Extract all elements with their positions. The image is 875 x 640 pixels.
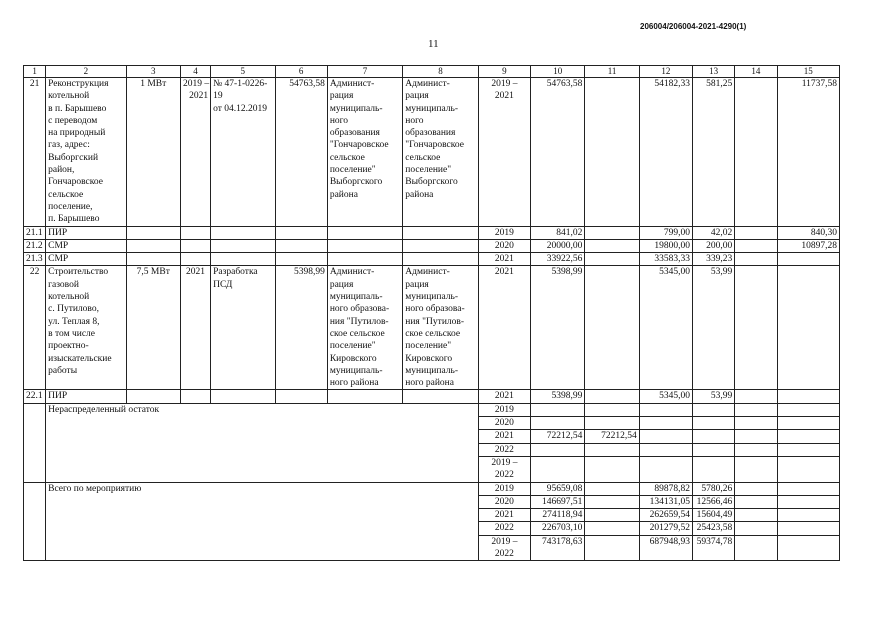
grand-total-year: 2020 [478,495,530,508]
item-period: 2021 [478,266,530,390]
column-number-9: 9 [478,66,530,78]
table-row [24,482,840,495]
item-customer-line: муниципаль- [329,292,383,303]
empty-cell [275,253,327,266]
grand-total-year-line: 2019 – [491,536,518,547]
item-name-line: котельной [48,292,90,303]
subitem-col12: 19800,00 [639,239,692,252]
empty-cell [777,482,840,495]
item-customer-line: Кировского [329,353,377,364]
empty-cell [735,403,777,416]
empty-cell [735,430,777,443]
item-name-line: газ, адрес: [48,140,90,151]
item-power: 7,5 МВт [126,266,180,390]
table-row [24,266,840,390]
empty-cell [585,239,639,252]
empty-cell [735,535,777,561]
item-customer-line: рация [329,91,354,102]
item-col12: 5345,00 [639,266,692,390]
item-name-line: с переводом [48,115,98,126]
unallocated-year-line: 2019 – [491,457,518,468]
grand-total-year [478,535,530,561]
item-executor-line: ного [405,115,424,126]
item-executor-line: Кировского [405,353,453,364]
item-executor-line: района [405,189,434,200]
grand-total-col13: 59374,78 [693,535,735,561]
item-cost: 5398,99 [275,266,327,390]
item-document-line: № 47-1-0226- [213,79,268,89]
item-total: 54763,58 [531,78,585,227]
subitem-total: 33922,56 [531,253,585,266]
subitem-col12: 33583,33 [639,253,692,266]
table-row [24,390,840,403]
unallocated-col11: 72212,54 [585,430,639,443]
grand-total-year: 2022 [478,522,530,535]
empty-cell [693,456,735,482]
grand-total-col13: 5780,26 [693,482,735,495]
column-number-7: 7 [327,66,402,78]
subitem-name: СМР [46,239,126,252]
subitem-total: 5398,99 [531,390,585,403]
unallocated-col11 [585,443,639,456]
empty-cell [126,239,180,252]
column-number-row [24,66,840,78]
item-name-line: Строительство [48,267,109,278]
unallocated-year: 2021 [478,430,530,443]
item-years-line: 2021 [189,91,209,102]
item-name-line: изыскательские [48,353,112,364]
item-col13: 581,25 [693,78,735,227]
column-number-12: 12 [639,66,692,78]
empty-cell [585,535,639,561]
item-executor-line: ного образова- [405,304,465,315]
empty-cell [735,456,777,482]
item-name-line: газовой [48,279,79,290]
column-number-11: 11 [585,66,639,78]
item-customer-line: района [329,189,358,200]
subitem-col15 [777,253,840,266]
grand-total-col12: 134131,05 [639,495,692,508]
item-name-line: работы [48,365,78,376]
item-executor-line: рация [405,279,429,290]
investment-program-table [23,65,840,561]
item-col14 [735,266,777,390]
empty-cell [275,239,327,252]
item-period-line: 2019 – [491,79,518,89]
grand-total-total: 146697,51 [531,495,585,508]
item-years-line: 2019 – [182,79,210,89]
empty-cell [126,226,180,239]
empty-cell [180,253,210,266]
subitem-name: ПИР [46,390,126,403]
column-number-14: 14 [735,66,777,78]
item-executor [403,266,478,390]
empty-cell [777,535,840,561]
subitem-number: 22.1 [24,390,46,403]
item-number: 22 [24,266,46,390]
item-customer-line: образования [329,128,380,139]
grand-total-col13: 15604,49 [693,509,735,522]
item-customer-line: Админист- [329,79,375,89]
item-document-line: от 04.12.2019 [213,103,268,114]
empty-cell [639,443,692,456]
unallocated-col11 [585,456,639,482]
item-customer-line: ния "Путилов- [329,316,389,327]
empty-cell [327,390,402,403]
item-document-line: ПСД [213,279,233,290]
empty-cell [403,253,478,266]
empty-cell [735,443,777,456]
subitem-col15: 10897,28 [777,239,840,252]
empty-cell [735,239,777,252]
subitem-total: 20000,00 [531,239,585,252]
item-total: 5398,99 [531,266,585,390]
grand-total-total: 743178,63 [531,535,585,561]
item-col15 [777,266,840,390]
item-executor [403,78,478,227]
item-executor-line: ское сельское [405,328,461,339]
item-customer-line: сельское [329,152,365,163]
empty-cell [735,417,777,430]
empty-cell [403,226,478,239]
empty-cell [735,253,777,266]
empty-cell [585,495,639,508]
item-name-line: Гончаровское [48,177,103,188]
subitem-year: 2021 [478,253,530,266]
subitem-name: СМР [46,253,126,266]
column-number-15: 15 [777,66,840,78]
subitem-year: 2019 [478,226,530,239]
item-name-line: ул. Теплая 8, [48,316,100,327]
empty-cell [735,509,777,522]
grand-total-col12: 201279,52 [639,522,692,535]
item-executor-line: поселение" [405,165,452,176]
column-number-2: 2 [46,66,126,78]
empty-cell [585,482,639,495]
item-name-line: проектно- [48,341,89,352]
empty-cell [639,430,692,443]
empty-cell [639,417,692,430]
grand-total-year: 2021 [478,509,530,522]
empty-cell [693,443,735,456]
empty-cell [327,226,402,239]
item-executor-line: поселение" [405,341,452,352]
item-executor-line: муниципаль- [405,365,458,376]
item-customer-line: ного [329,115,349,126]
item-col13: 53,99 [693,266,735,390]
item-executor-line: ния "Путилов- [405,316,465,327]
column-number-4: 4 [180,66,210,78]
item-executor-line: Админист- [405,79,450,89]
empty-cell [693,403,735,416]
empty-cell [180,239,210,252]
grand-total-col13: 12566,46 [693,495,735,508]
empty-cell [777,390,840,403]
empty-cell [585,253,639,266]
spacer-cell [24,403,46,482]
item-name-line: в том числе [48,328,96,339]
item-col11 [585,266,639,390]
subitem-col15: 840,30 [777,226,840,239]
column-number-3: 3 [126,66,180,78]
empty-cell [180,226,210,239]
column-number-6: 6 [275,66,327,78]
empty-cell [735,495,777,508]
unallocated-col11 [585,417,639,430]
item-name [46,266,126,390]
item-col12: 54182,33 [639,78,692,227]
subitem-number: 21.3 [24,253,46,266]
empty-cell [735,482,777,495]
grand-total-total: 226703,10 [531,522,585,535]
item-executor-line: ного района [405,378,454,389]
item-cost: 54763,58 [275,78,327,227]
item-period [478,78,530,227]
item-name-line: поселение, [48,201,93,212]
unallocated-label: Нераспределенный остаток [46,403,479,482]
item-customer-line: "Гончаровское [329,140,389,151]
spacer-cell [24,482,46,561]
item-name-line: сельское [48,189,84,200]
item-power: 1 МВт [126,78,180,227]
table-row [24,253,840,266]
unallocated-year [478,456,530,482]
empty-cell [211,253,275,266]
item-executor-line: Админист- [405,267,450,278]
subitem-col13: 53,99 [693,390,735,403]
item-customer-line: Админист- [329,267,375,278]
item-executor-line: сельское [405,152,441,163]
unallocated-year: 2020 [478,417,530,430]
item-executor-line: муниципаль- [405,292,458,303]
empty-cell [327,253,402,266]
grand-total-year: 2019 [478,482,530,495]
empty-cell [211,390,275,403]
empty-cell [777,430,840,443]
item-customer-line: ного района [329,378,379,389]
empty-cell [585,390,639,403]
item-name-line: с. Путилово, [48,304,99,315]
empty-cell [403,390,478,403]
subitem-col12: 799,00 [639,226,692,239]
item-executor-line: муниципаль- [405,103,458,114]
grand-total-label: Всего по мероприятию [46,482,479,561]
column-number-1: 1 [24,66,46,78]
item-col15: 11737,58 [777,78,840,227]
unallocated-total [531,403,585,416]
empty-cell [735,226,777,239]
empty-cell [327,239,402,252]
item-document [211,78,275,227]
empty-cell [735,390,777,403]
empty-cell [639,403,692,416]
empty-cell [275,390,327,403]
subitem-year: 2020 [478,239,530,252]
item-period-line: 2021 [494,91,514,102]
column-number-13: 13 [693,66,735,78]
table-row [24,239,840,252]
unallocated-total: 72212,54 [531,430,585,443]
unallocated-year-line: 2022 [494,470,514,481]
table-row [24,403,840,416]
item-col14 [735,78,777,227]
item-executor-line: образования [405,128,456,139]
subitem-number: 21.2 [24,239,46,252]
subitem-number: 21.1 [24,226,46,239]
item-customer-line: рация [329,279,354,290]
item-name-line: в п. Барышево [48,103,107,114]
item-customer-line: ного образова- [329,304,390,315]
empty-cell [777,403,840,416]
item-name-line: на природный [48,128,106,139]
empty-cell [639,456,692,482]
empty-cell [777,417,840,430]
grand-total-col12: 262659,54 [639,509,692,522]
table-row [24,78,840,227]
page-number: 11 [428,38,439,50]
item-document [211,266,275,390]
empty-cell [777,495,840,508]
subitem-total: 841,02 [531,226,585,239]
subitem-year: 2021 [478,390,530,403]
item-executor-line: "Гончаровское [405,140,464,151]
item-number: 21 [24,78,46,227]
item-customer [327,266,402,390]
unallocated-year: 2019 [478,403,530,416]
empty-cell [585,522,639,535]
item-document-line: 19 [213,91,223,102]
item-customer-line: Выборгского [329,177,383,188]
item-customer-line: муниципаль- [329,365,383,376]
item-customer-line: поселение" [329,165,376,176]
empty-cell [126,390,180,403]
empty-cell [777,522,840,535]
unallocated-total [531,456,585,482]
item-years [180,78,210,227]
subitem-col12: 5345,00 [639,390,692,403]
grand-total-col13: 25423,58 [693,522,735,535]
item-col11 [585,78,639,227]
item-customer-line: ское сельское [329,328,385,339]
empty-cell [585,226,639,239]
empty-cell [211,226,275,239]
grand-total-col12: 89878,82 [639,482,692,495]
empty-cell [403,239,478,252]
item-executor-line: Выборгского [405,177,458,188]
empty-cell [126,253,180,266]
empty-cell [180,390,210,403]
item-name-line: Выборгский [48,152,99,163]
item-name-line: Реконструкция [48,79,109,89]
unallocated-year: 2022 [478,443,530,456]
item-name-line: п. Барышево [48,214,100,225]
unallocated-col11 [585,403,639,416]
item-customer-line: муниципаль- [329,103,383,114]
empty-cell [777,443,840,456]
empty-cell [211,239,275,252]
table-row [24,226,840,239]
empty-cell [777,456,840,482]
item-document-line: Разработка [213,267,258,278]
item-customer [327,78,402,227]
unallocated-total [531,417,585,430]
item-executor-line: рация [405,91,429,102]
subitem-col13: 339,23 [693,253,735,266]
grand-total-col12: 687948,93 [639,535,692,561]
empty-cell [693,417,735,430]
grand-total-year-line: 2022 [494,549,514,560]
item-customer-line: поселение" [329,341,376,352]
column-number-5: 5 [211,66,275,78]
item-name-line: район, [48,165,75,176]
column-number-10: 10 [531,66,585,78]
item-years: 2021 [180,266,210,390]
empty-cell [585,509,639,522]
item-name-line: котельной [48,91,90,102]
grand-total-total: 95659,08 [531,482,585,495]
empty-cell [275,226,327,239]
empty-cell [777,509,840,522]
column-number-8: 8 [403,66,478,78]
unallocated-total [531,443,585,456]
grand-total-total: 274118,94 [531,509,585,522]
document-id: 206004/206004-2021-4290(1) [640,22,747,31]
empty-cell [693,430,735,443]
subitem-col13: 200,00 [693,239,735,252]
subitem-name: ПИР [46,226,126,239]
empty-cell [735,522,777,535]
subitem-col13: 42,02 [693,226,735,239]
item-name [46,78,126,227]
